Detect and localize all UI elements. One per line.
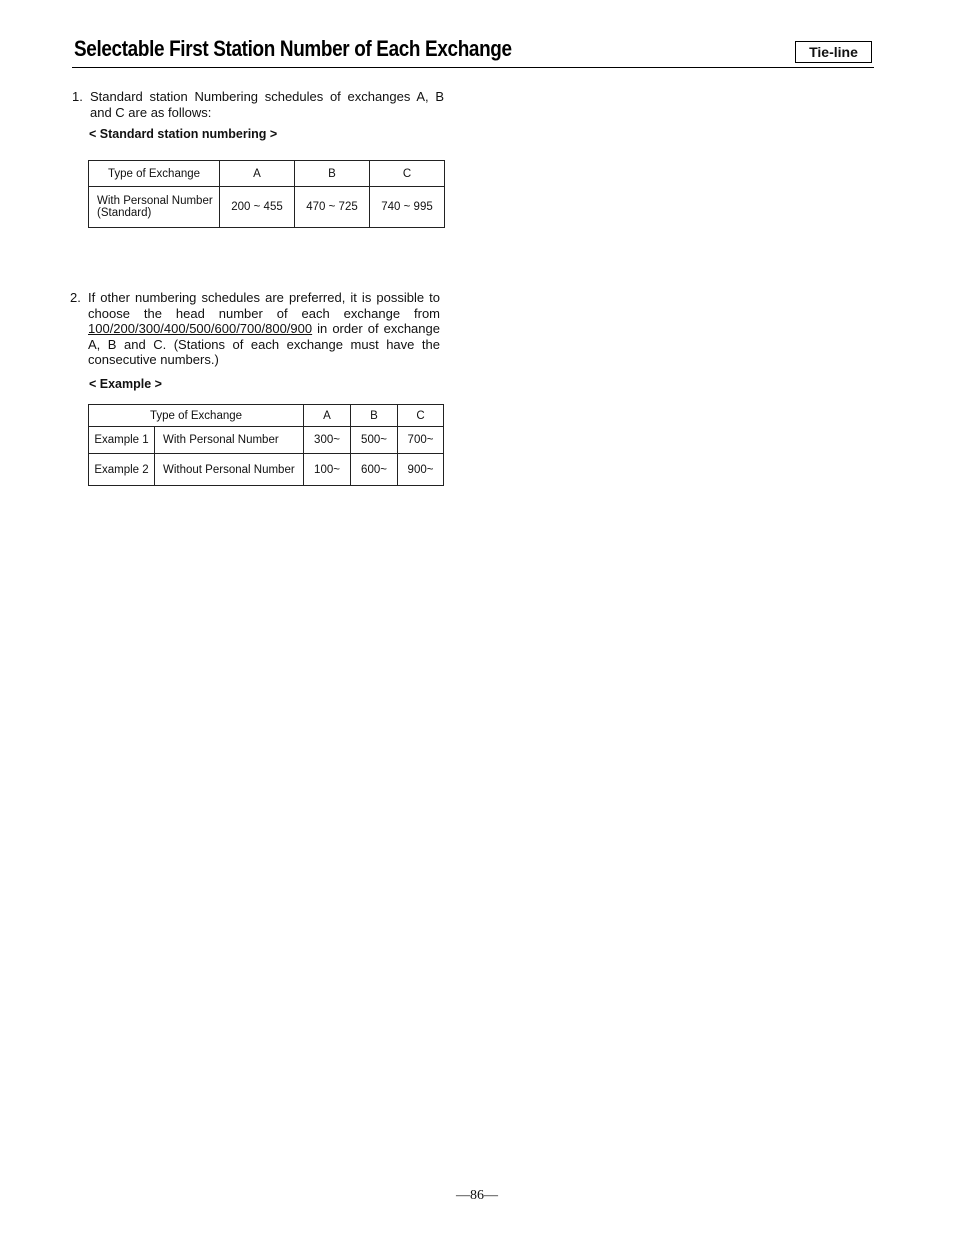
page-number: —86— bbox=[456, 1188, 498, 1203]
example-table bbox=[88, 404, 444, 486]
section-tag: Tie-line bbox=[795, 41, 872, 63]
table2-value-a: 100~ bbox=[304, 454, 351, 486]
table2-header-c: C bbox=[398, 405, 444, 427]
page-title: Selectable First Station Number of Each Exchange bbox=[74, 36, 512, 61]
table2-value-c: 900~ bbox=[398, 454, 444, 486]
table2-value-b: 500~ bbox=[351, 427, 398, 454]
table1-value-b: 470 ~ 725 bbox=[295, 187, 370, 228]
section1-number: 1. bbox=[72, 89, 83, 104]
table1-row-label: With Personal Number (Standard) bbox=[89, 187, 220, 228]
table1-header-c: C bbox=[370, 161, 445, 187]
table2-value-c: 700~ bbox=[398, 427, 444, 454]
table2-header-b: B bbox=[351, 405, 398, 427]
section2-options: 100/200/300/400/500/600/700/800/900 bbox=[88, 321, 313, 336]
table2-type-label: Without Personal Number bbox=[155, 454, 304, 486]
section2-text-after: in order of exchange A, B and C. (Stations of each exchange must have the consecutive numbers.) bbox=[88, 321, 440, 367]
table1-value-a: 200 ~ 455 bbox=[220, 187, 295, 228]
table2-header-a: A bbox=[304, 405, 351, 427]
table1-header-b: B bbox=[295, 161, 370, 187]
standard-numbering-table bbox=[88, 160, 445, 228]
section1-text: Standard station Numbering schedules of exchanges A, B and C are as follows: bbox=[90, 89, 444, 120]
section2-number: 2. bbox=[70, 290, 81, 305]
table2-type-label: With Personal Number bbox=[155, 427, 304, 454]
section1-paragraph bbox=[72, 89, 444, 121]
table1-header-a: A bbox=[220, 161, 295, 187]
title-rule bbox=[72, 67, 874, 68]
section2-text bbox=[88, 290, 440, 368]
table2-value-b: 600~ bbox=[351, 454, 398, 486]
table2-example-label: Example 1 bbox=[89, 427, 155, 454]
section1-subhead: < Standard station numbering > bbox=[89, 127, 278, 141]
table2-value-a: 300~ bbox=[304, 427, 351, 454]
table1-value-c: 740 ~ 995 bbox=[370, 187, 445, 228]
table1-header-type: Type of Exchange bbox=[89, 161, 220, 187]
table2-example-label: Example 2 bbox=[89, 454, 155, 486]
section2-subhead: < Example > bbox=[89, 377, 162, 391]
section2-paragraph bbox=[70, 290, 442, 370]
table2-header-type: Type of Exchange bbox=[89, 405, 304, 427]
section2-text-before: If other numbering schedules are preferred, it is possible to choose the head number of each exchange from bbox=[88, 290, 440, 321]
